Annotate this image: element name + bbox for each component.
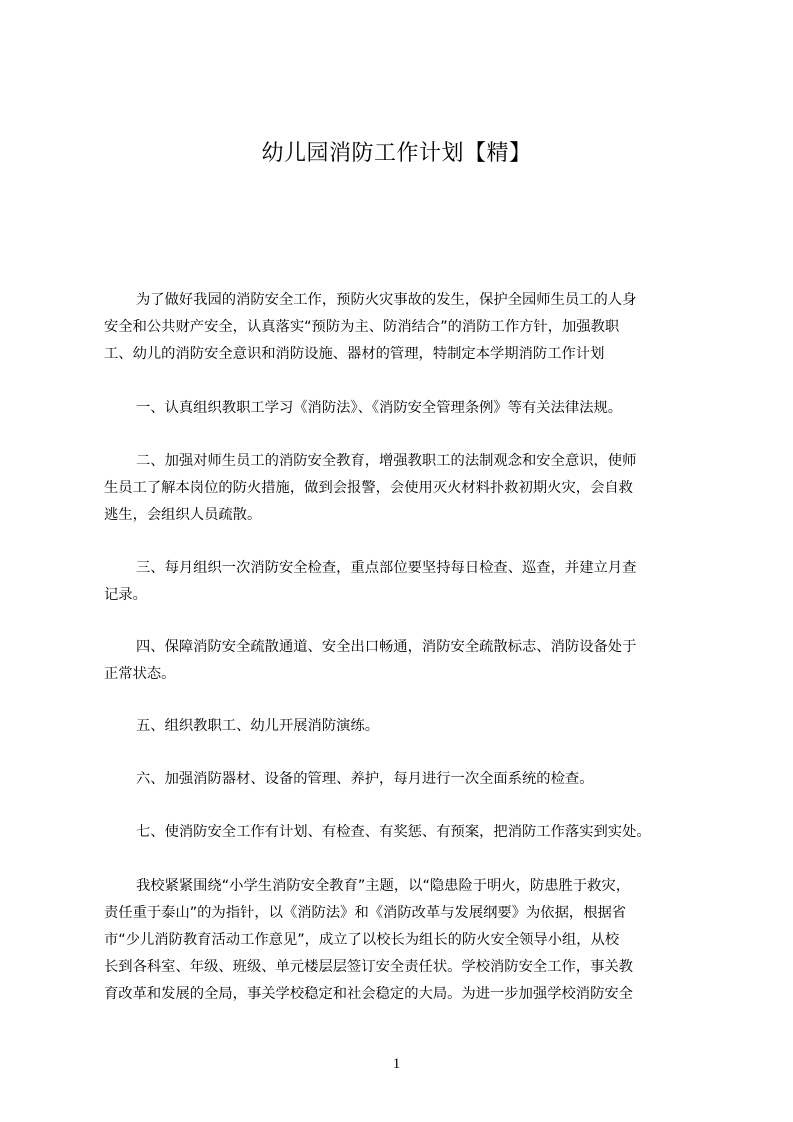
paragraph-line: 正常状态。	[104, 666, 176, 682]
paragraph-line: 一、认真组织教职工学习《消防法》、《消防安全管理条例》等有关法律法规。	[136, 400, 623, 416]
document-title: 幼儿园消防工作计划【精】	[261, 141, 532, 166]
paragraph-line: 市“少儿消防教育活动工作意见”，成立了以校长为组长的防火安全领导小组，从校	[104, 932, 620, 948]
paragraph-line: 长到各科室、年级、班级、单元楼层层签订安全责任状。学校消防安全工作，事关教	[104, 959, 633, 975]
page-number: 1	[392, 1056, 401, 1072]
paragraph-line: 为了做好我园的消防安全工作，预防火灾事故的发生，保护全园师生员工的人身	[136, 292, 637, 308]
closing-paragraph	[104, 873, 702, 1008]
paragraph-line: 逃生，会组织人员疏散。	[104, 507, 262, 523]
item-paragraph-3	[104, 555, 702, 609]
paragraph-line: 责任重于泰山”的为指针，以《消防法》和《消防改革与发展纲要》为依据，根据省	[104, 905, 627, 921]
intro-paragraph	[104, 287, 702, 368]
paragraph-line: 生员工了解本岗位的防火措施，做到会报警，会使用灭火材料扑救初期火灾，会自救	[104, 480, 633, 496]
item-paragraph-6	[104, 766, 702, 793]
paragraph-line: 我校紧紧围绕“小学生消防安全教育”主题，以“隐患险于明火，防患胜于救灾，	[136, 878, 631, 894]
paragraph-line: 三、每月组织一次消防安全检查，重点部位要坚持每日检查、巡查，并建立月查	[136, 560, 637, 576]
paragraph-line: 育改革和发展的全局，事关学校稳定和社会稳定的大局。为进一步加强学校消防安全	[104, 986, 633, 1002]
paragraph-line: 安全和公共财产安全，认真落实“预防为主、防消结合”的消防工作方针，加强教职	[104, 319, 620, 335]
item-paragraph-2	[104, 448, 702, 529]
paragraph-line: 四、保障消防安全疏散通道、安全出口畅通，消防安全疏散标志、消防设备处于	[136, 639, 637, 655]
item-paragraph-1	[104, 395, 702, 422]
paragraph-line: 二、加强对师生员工的消防安全教育，增强教职工的法制观念和安全意识，使师	[136, 453, 637, 469]
item-paragraph-5	[104, 713, 702, 740]
paragraph-line: 六、加强消防器材、设备的管理、养护，每月进行一次全面系统的检查。	[136, 771, 594, 787]
paragraph-line: 记录。	[104, 587, 147, 603]
paragraph-line: 工、幼儿的消防安全意识和消防设施、器材的管理，特制定本学期消防工作计划	[104, 346, 605, 362]
paragraph-line: 五、组织教职工、幼儿开展消防演练。	[136, 718, 380, 734]
item-paragraph-7	[104, 819, 702, 846]
paragraph-line: 七、使消防安全工作有计划、有检查、有奖惩、有预案，把消防工作落实到实处。	[136, 824, 651, 840]
item-paragraph-4	[104, 634, 702, 688]
